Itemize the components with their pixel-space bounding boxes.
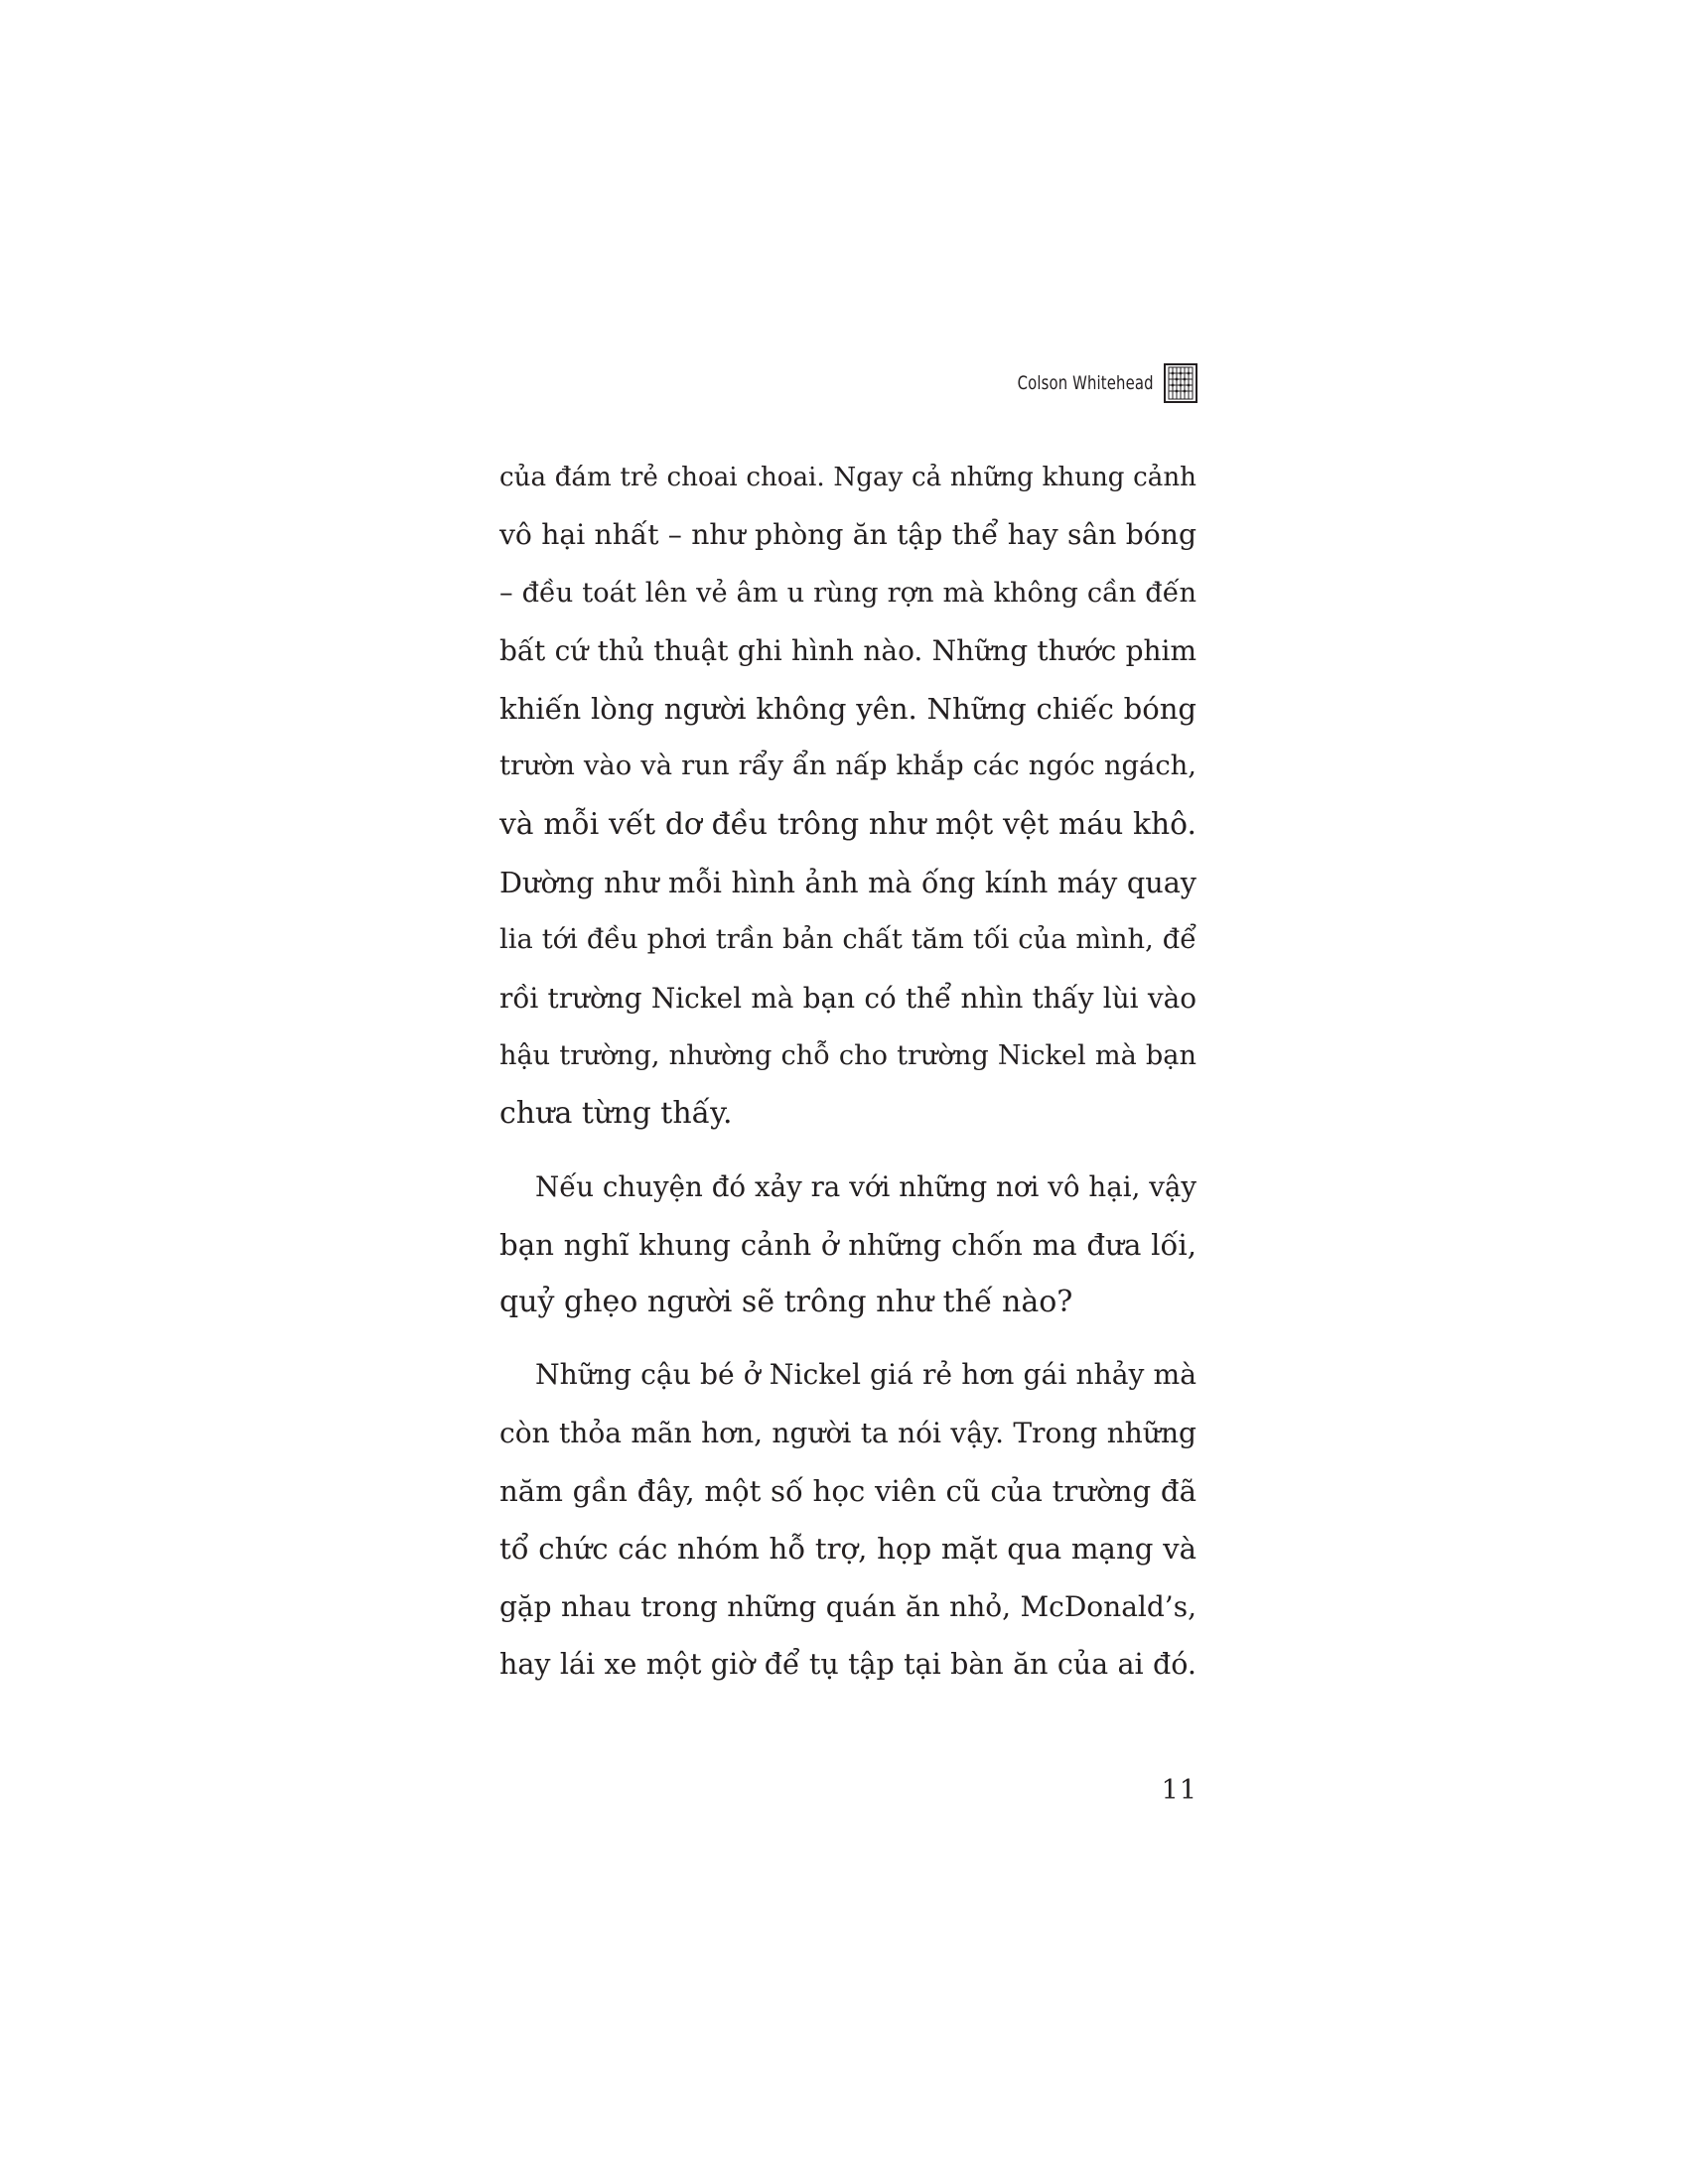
text-line: tổ chức các nhóm hỗ trợ, họp mặt qua mạng và <box>499 1532 1196 1567</box>
text-line: Dường như mỗi hình ảnh mà ống kính máy quay <box>499 866 1196 900</box>
text-line: Những cậu bé ở Nickel giá rẻ hơn gái nhảy mà <box>535 1358 1196 1392</box>
text-line: lia tới đều phơi trần bản chất tăm tối của mình, để <box>499 924 1196 956</box>
text-line: bạn nghĩ khung cảnh ở những chốn ma đưa lối, <box>499 1227 1196 1262</box>
text-line: rồi trường Nickel mà bạn có thể nhìn thấy lùi vào <box>499 981 1196 1015</box>
text-line: và mỗi vết dơ đều trông như một vệt máu khô. <box>499 806 1196 842</box>
paragraph-1 <box>499 449 1196 1144</box>
text-line: của đám trẻ choai choai. Ngay cả những khung cảnh <box>499 463 1196 492</box>
page-number: 11 <box>1161 1775 1197 1806</box>
paragraph-3 <box>499 1346 1196 1694</box>
text-line: vô hại nhất – như phòng ăn tập thể hay sân bóng <box>499 518 1196 552</box>
running-head-author: Colson Whitehead <box>1017 372 1154 394</box>
gate-ornament-icon <box>1164 363 1197 403</box>
text-line: – đều toát lên vẻ âm u rùng rợn mà không cần đến <box>499 577 1196 609</box>
text-line: hậu trường, nhường chỗ cho trường Nickel mà bạn <box>499 1039 1196 1071</box>
text-line: hay lái xe một giờ để tụ tập tại bàn ăn của ai đó. <box>499 1647 1196 1681</box>
text-line: quỷ ghẹo người sẽ trông như thế nào? <box>499 1285 1073 1320</box>
body-text <box>499 449 1196 1694</box>
text-line: bất cứ thủ thuật ghi hình nào. Những thước phim <box>499 633 1196 667</box>
text-line: Nếu chuyện đó xảy ra với những nơi vô hại, vậy <box>535 1169 1196 1203</box>
running-head <box>933 359 1197 407</box>
text-line: còn thỏa mãn hơn, người ta nói vậy. Trong những <box>499 1416 1196 1449</box>
text-line: năm gần đây, một số học viên cũ của trường đã <box>499 1474 1196 1509</box>
paragraph-2 <box>499 1159 1196 1332</box>
text-line: gặp nhau trong những quán ăn nhỏ, McDonald’s, <box>499 1589 1196 1623</box>
text-line: khiến lòng người không yên. Những chiếc bóng <box>499 692 1196 727</box>
text-line: trườn vào và run rẩy ẩn nấp khắp các ngóc ngách, <box>499 751 1196 782</box>
text-line: chưa từng thấy. <box>499 1096 733 1132</box>
